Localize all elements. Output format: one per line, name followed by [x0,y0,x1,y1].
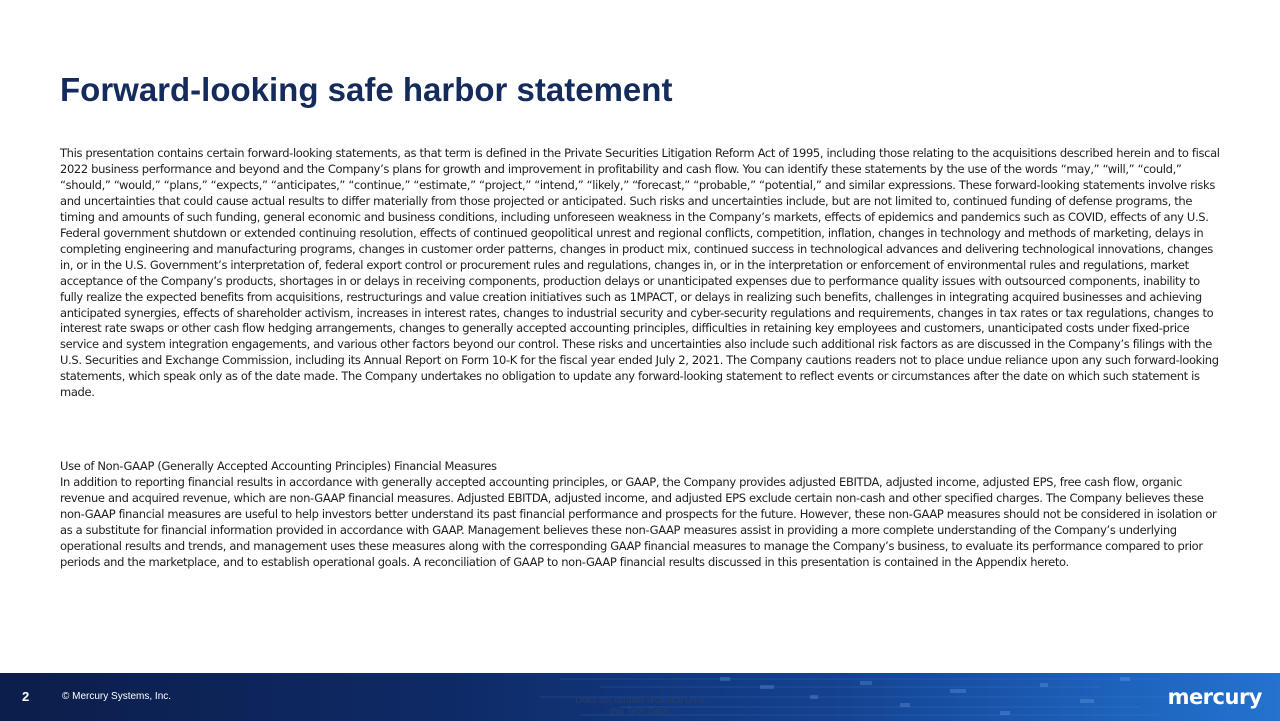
slide-title: Forward-looking safe harbor statement [60,71,673,108]
safe-harbor-paragraph: This presentation contains certain forward-looking statements, as that term is defined in the Private Securities Litigation Reform Act of 1995, including those relating to the acquisitions described herein and to fiscal 2022 business performance and beyond and the Company’s plans for growth and improvement in profitability and cash flow. You can identify these statements by the use of the words “may,” “will,” “could,” “should,” “would,” “plans,” “expects,” “anticipates,” “continue,” “estimate,” “project,” “intend,” “likely,” “forecast,” “probable,” “potential,” and similar expressions. These forward-looking statements involve risks and uncertainties that could cause actual results to differ materially from those projected or anticipated. Such risks and uncertainties include, but are not limited to, continued funding of defense programs, the timing and amounts of such funding, general economic and business conditions, including unforeseen weakness in the Company’s markets, effects of epidemics and pandemics such as COVID, effects of any U.S. Federal government shutdown or extended continuing resolution, effects of continued geopolitical unrest and regional conflicts, competition, inflation, changes in technology and methods of marketing, delays in completing engineering and manufacturing programs, changes in customer order patterns, changes in product mix, continued success in technological advances and delivering technological innovations, changes in, or in the U.S. Government’s interpretation of, federal export control or procurement rules and regulations, changes in, or in the interpretation or enforcement of environmental rules and regulations, market acceptance of the Company’s products, shortages in or delays in receiving components, production delays or unanticipated expenses due to performance quality issues with outsourced components, inability to fully realize the expected benefits from acquisitions, restructurings and value creation initiatives such as 1MPACT, or delays in realizing such benefits, challenges in integrating acquired businesses and achieving anticipated synergies, effects of shareholder activism, increases in interest rates, changes to industrial security and cyber-security regulations and requirements, changes in tax rates or tax regulations, changes to interest rate swaps or other cash flow hedging arrangements, changes to generally accepted accounting principles, difficulties in retaining key employees and customers, unanticipated costs under fixed-price service and system integration engagements, and various other factors beyond our control. These risks and uncertainties also include such additional risk factors as are discussed in the Company’s filings with the U.S. Securities and Exchange Commission, including its Annual Report on Form 10-K for the fiscal year ended July 2, 2021. The Company cautions readers not to place undue reliance upon any such forward-looking statements, which speak only as of the date made. The Company undertakes no obligation to update any forward-looking statement to reflect events or circumstances after the date on which such statement is made. [60,146,1220,400]
page-number: 2 [22,689,30,704]
mercury-logo: mercury [1167,685,1262,709]
technical-data-notice [540,695,740,717]
non-gaap-heading: Use of Non-GAAP (Generally Accepted Accounting Principles) Financial Measures [60,459,497,473]
footer-bar [0,673,1280,721]
copyright-text: © Mercury Systems, Inc. [62,691,172,702]
technical-data-notice-line1: Does not contain Technical Data [575,695,705,705]
technical-data-notice-line2: (No Tech Data) [609,706,671,716]
non-gaap-paragraph: In addition to reporting financial results in accordance with generally accepted accounting principles, or GAAP, the Company provides adjusted EBITDA, adjusted income, adjusted EPS, free cash flow, organic revenue and acquired revenue, which are non-GAAP financial measures. Adjusted EBITDA, adjusted income, and adjusted EPS exclude certain non-cash and other specified charges. The Company believes these non-GAAP financial measures are useful to help investors better understand its past financial performance and prospects for the future. However, these non-GAAP measures should not be considered in isolation or as a substitute for financial information provided in accordance with GAAP. Management believes these non-GAAP measures assist in providing a more complete understanding of the Company’s underlying operational results and trends, and management uses these measures along with the corresponding GAAP financial measures to manage the Company’s business, to evaluate its performance compared to prior periods and the marketplace, and to establish operational goals. A reconciliation of GAAP to non-GAAP financial results discussed in this presentation is contained in the Appendix hereto. [60,475,1217,569]
